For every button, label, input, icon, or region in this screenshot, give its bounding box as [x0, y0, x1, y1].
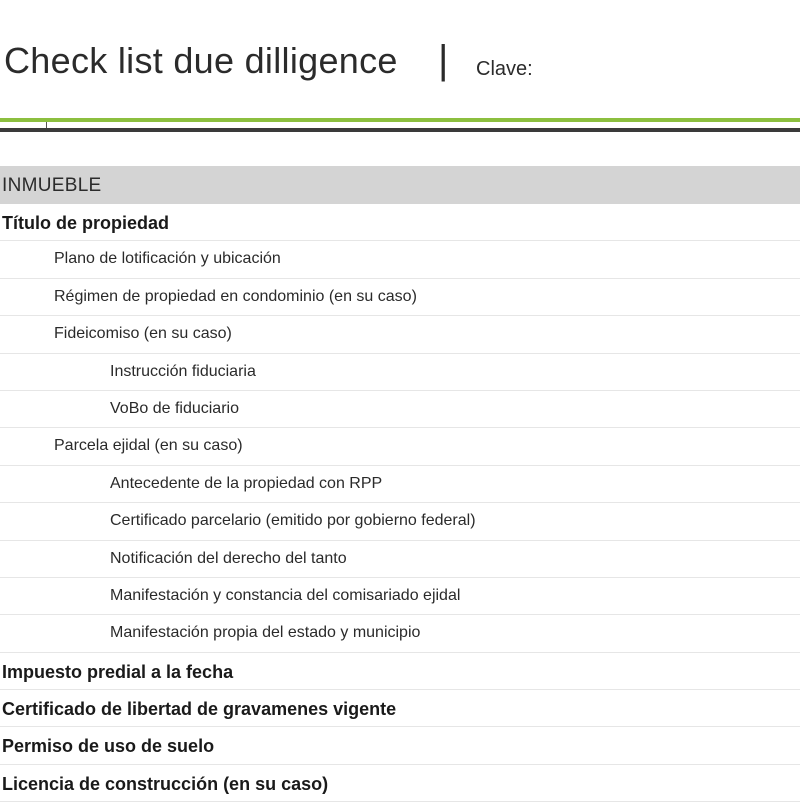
checklist-item	[0, 615, 800, 652]
checklist-item	[0, 241, 800, 278]
checklist-item	[0, 578, 800, 615]
checklist-item-label: VoBo de fiduciario	[110, 399, 239, 417]
checklist-item-label: Régimen de propiedad en condominio (en su caso)	[54, 287, 417, 305]
checklist	[0, 204, 800, 802]
checklist-item	[0, 503, 800, 540]
checklist-item-label: Parcela ejidal (en su caso)	[54, 437, 243, 455]
checklist-item-label: Licencia de construcción (en su caso)	[2, 773, 329, 794]
section-header-inmueble	[0, 166, 800, 204]
checklist-item-label: Permiso de uso de suelo	[2, 736, 215, 757]
checklist-item	[0, 727, 800, 764]
checklist-item	[0, 354, 800, 391]
checklist-item-label: Fideicomiso (en su caso)	[54, 325, 232, 343]
checklist-item	[0, 541, 800, 578]
checklist-item	[0, 690, 800, 727]
checklist-item-label: Manifestación y constancia del comisariado ejidal	[110, 586, 461, 604]
checklist-item-label: Impuesto predial a la fecha	[2, 661, 234, 682]
checklist-item-label: Certificado parcelario (emitido por gobierno federal)	[110, 512, 476, 530]
checklist-item-label: Instrucción fiduciaria	[110, 362, 256, 380]
document-header	[0, 0, 800, 160]
checklist-item	[0, 391, 800, 428]
checklist-item	[0, 428, 800, 465]
checklist-item	[0, 765, 800, 802]
header-rule-dark	[0, 128, 800, 132]
checklist-item	[0, 279, 800, 316]
checklist-item-label: Título de propiedad	[2, 213, 169, 233]
page-title: Check list due dilligence	[4, 40, 398, 81]
checklist-item-label: Antecedente de la propiedad con RPP	[110, 474, 383, 492]
checklist-item	[0, 204, 800, 241]
checklist-item	[0, 316, 800, 353]
checklist-item-label: Manifestación propia del estado y municipio	[110, 624, 421, 642]
section-label: INMUEBLE	[2, 175, 102, 196]
checklist-item	[0, 466, 800, 503]
checklist-item-label: Certificado de libertad de gravamenes vigente	[2, 699, 397, 720]
checklist-item	[0, 653, 800, 690]
checklist-item-label: Notificación del derecho del tanto	[110, 549, 347, 567]
title-separator: |	[438, 38, 449, 82]
header-rule-green	[0, 118, 800, 122]
clave-label: Clave:	[476, 58, 533, 80]
checklist-item-label: Plano de lotificación y ubicación	[54, 250, 281, 268]
